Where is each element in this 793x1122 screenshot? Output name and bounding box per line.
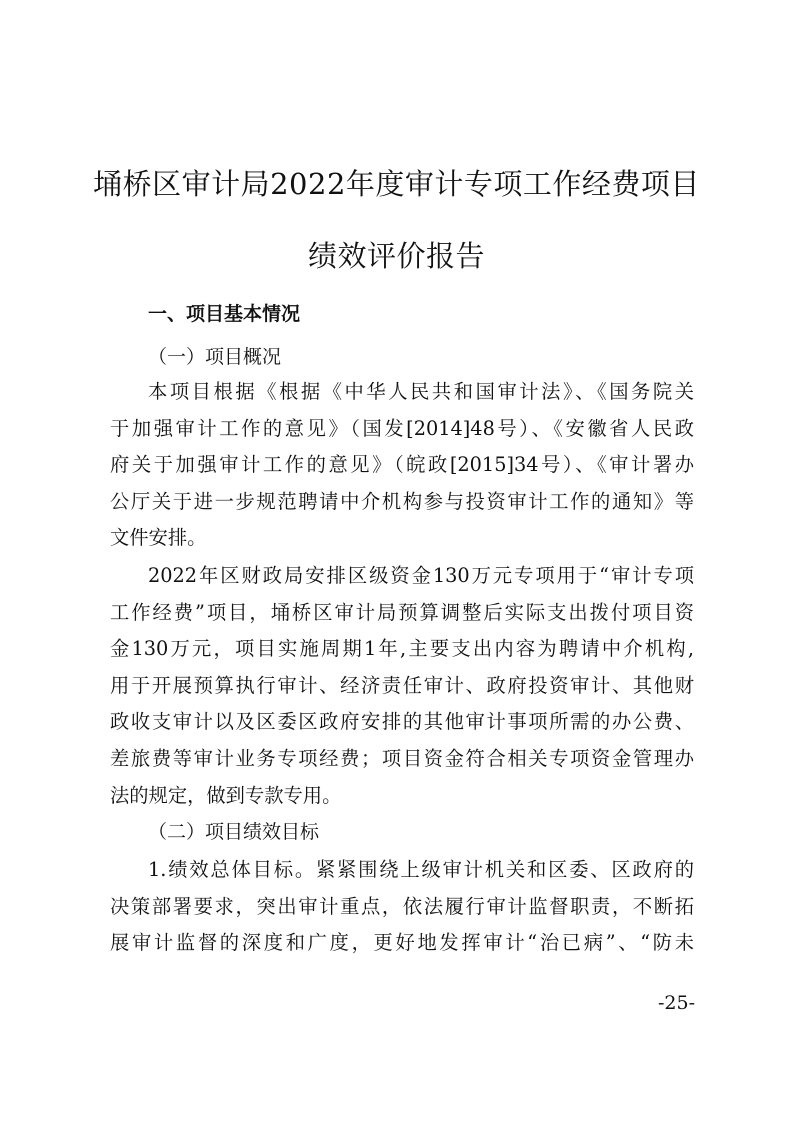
page-number: -25- [657, 992, 695, 1014]
paragraph-overview [110, 374, 694, 557]
paragraph-line: 用于开展预算执行审计、经济责任审计、政府投资审计、其他财 [110, 673, 694, 697]
paragraph-line: 文件安排。 [110, 526, 207, 550]
paragraph-line: 1.绩效总体目标。紧紧围绕上级审计机关和区委、区政府的 [148, 858, 694, 881]
report-title-line-1: 埇桥区审计局2022年度审计专项工作经费项目 [93, 167, 700, 201]
subsection-heading-overview: （一）项目概况 [148, 346, 282, 368]
paragraph-line: 2022年区财政局安排区级资金130万元专项用于“审计专项 [148, 564, 694, 587]
paragraph-line: 于加强审计工作的意见》（国发[2014]48号）、《安徽省人民政 [110, 416, 694, 440]
paragraph-line: 决策部署要求，突出审计重点，依法履行审计监督职责，不断拓 [110, 894, 694, 918]
paragraph-line: 工作经费”项目，埇桥区审计局预算调整后实际支出拨付项目资 [110, 600, 694, 624]
paragraph-line: 公厅关于进一步规范聘请中介机构参与投资审计工作的通知》等 [110, 489, 694, 513]
subsection-heading-performance-goals: （二）项目绩效目标 [148, 821, 320, 843]
paragraph-overall-goal [110, 852, 694, 962]
paragraph-line: 府关于加强审计工作的意见》（皖政[2015]34号）、《审计署办 [110, 453, 694, 477]
report-title-line-2: 绩效评价报告 [307, 239, 485, 273]
paragraph-line: 差旅费等审计业务专项经费；项目资金符合相关专项资金管理办 [110, 746, 694, 770]
paragraph-line: 政收支审计以及区委区政府安排的其他审计事项所需的办公费、 [110, 710, 694, 734]
paragraph-line: 金130万元，项目实施周期1年,主要支出内容为聘请中介机构, [110, 637, 694, 661]
section-heading-basic-info: 一、项目基本情况 [148, 303, 301, 325]
paragraph-line: 展审计监督的深度和广度，更好地发挥审计“治已病”、“防未 [110, 931, 694, 955]
paragraph-funding [110, 558, 694, 814]
paragraph-line: 法的规定，做到专款专用。 [110, 783, 342, 807]
paragraph-line: 本项目根据《根据《中华人民共和国审计法》、《国务院关 [148, 380, 694, 403]
